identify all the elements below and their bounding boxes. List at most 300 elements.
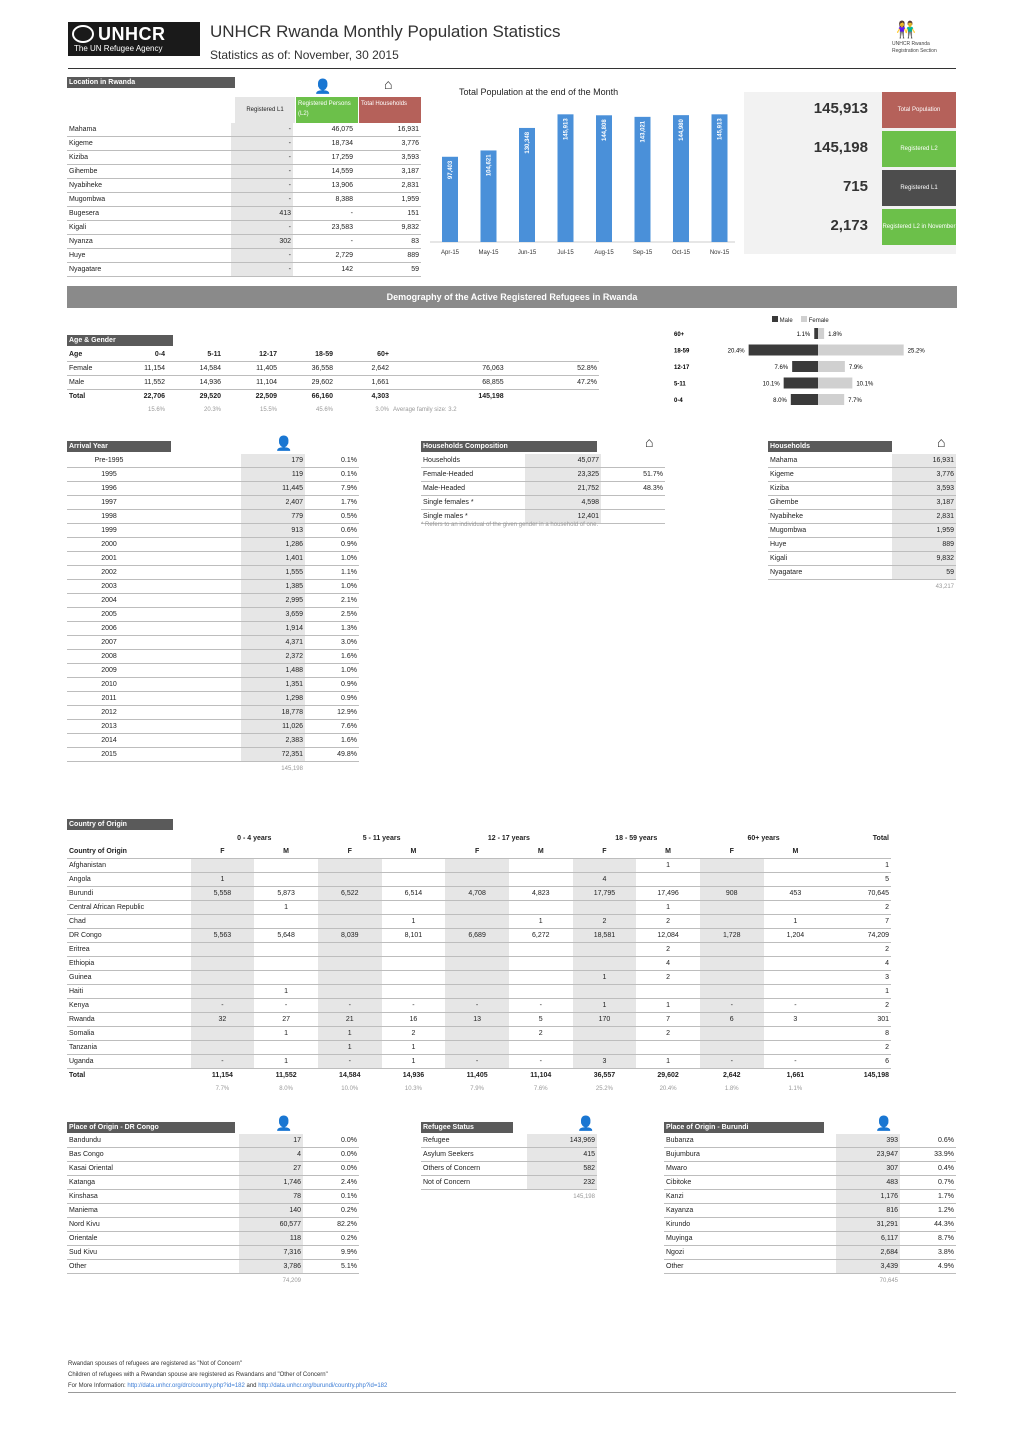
country-cell: 1	[827, 859, 891, 873]
blank-cell	[506, 348, 599, 362]
bar-value-label: 144,808	[602, 119, 608, 141]
country-cell: 2	[636, 971, 700, 985]
age-pct-cell: 15.6%	[147, 406, 165, 413]
blank-cell	[151, 734, 241, 748]
country-cell: 453	[764, 887, 828, 901]
country-total-cell: 145,198	[863, 1072, 889, 1079]
arrival-year: 1996	[67, 482, 151, 496]
arrival-year: 2005	[67, 608, 151, 622]
hh-comp-label: Female-Headed	[421, 468, 525, 482]
country-cell	[191, 859, 255, 873]
country-cell	[191, 943, 255, 957]
age-header-cell: Age	[67, 348, 111, 362]
location-row	[67, 221, 421, 235]
arrival-count: 1,401	[241, 552, 305, 566]
country-cell: 21	[318, 1013, 382, 1027]
drc_origin-total: 74,209	[282, 1277, 301, 1284]
country-cell	[318, 985, 382, 999]
arrival-pct: 0.9%	[305, 538, 359, 552]
country-cell: 6,272	[509, 929, 573, 943]
country-total-cell: 11,405	[466, 1072, 488, 1079]
arrival-count: 1,488	[241, 664, 305, 678]
hh-value: 889	[892, 538, 956, 552]
age-group-header: 18 - 59 years	[615, 835, 658, 842]
blank-cell	[151, 650, 241, 664]
drc_origin-pct: 0.0%	[303, 1162, 359, 1176]
country-cell: Burundi	[67, 887, 191, 901]
hh-comp-pct	[601, 510, 665, 524]
age-gender-cell: 29,602	[279, 376, 335, 390]
country-cell	[191, 901, 255, 915]
country-cell	[764, 901, 828, 915]
arrival-count: 1,385	[241, 580, 305, 594]
country-cell	[700, 901, 764, 915]
x-tick-label: Jun-15	[517, 250, 537, 256]
blank-cell	[151, 468, 241, 482]
location-row	[67, 207, 421, 221]
blank-cell	[151, 720, 241, 734]
arrival-row	[67, 664, 359, 678]
unhcr-emblem-icon	[72, 25, 94, 43]
country-cell: 27	[254, 1013, 318, 1027]
age-group-header: 12 - 17 years	[487, 835, 530, 842]
registered-l2-value: 2,729	[293, 249, 355, 263]
location-name: Nyabiheke	[67, 179, 231, 193]
male-pct-label: 7.6%	[774, 365, 789, 371]
burundi_origin-value: 483	[836, 1176, 900, 1190]
hh-value: 1,959	[892, 524, 956, 538]
country-cell: -	[509, 999, 573, 1013]
blank-cell	[151, 524, 241, 538]
age-group-header: 5 - 11 years	[362, 835, 401, 842]
age-group-header: Total	[872, 835, 889, 842]
country-cell: 2	[636, 1027, 700, 1041]
country-cell: 3	[764, 1013, 828, 1027]
drc_origin-value: 118	[239, 1232, 303, 1246]
households-row	[768, 454, 956, 468]
arrival-year: Pre-1995	[67, 454, 151, 468]
country-cell	[445, 901, 509, 915]
burundi_origin-pct: 8.7%	[900, 1232, 956, 1246]
country-cell	[509, 943, 573, 957]
location-row	[67, 179, 421, 193]
burundi_origin-row	[664, 1246, 956, 1260]
drc_origin-value: 7,316	[239, 1246, 303, 1260]
country-cell	[254, 971, 318, 985]
pyramid-legend	[772, 316, 829, 324]
person-icon: 👤	[314, 78, 332, 94]
hh-comp-label: Single females *	[421, 496, 525, 510]
country-cell	[509, 859, 573, 873]
drc_origin-label: Maniema	[67, 1204, 239, 1218]
blank-cell	[305, 762, 359, 776]
country-cell: Central African Republic	[67, 901, 191, 915]
country-cell: Ethiopia	[67, 957, 191, 971]
country-cell: 1	[254, 1027, 318, 1041]
households-row	[768, 482, 956, 496]
arrival-total: 145,198	[281, 765, 303, 772]
bar-value-label: 144,980	[679, 119, 685, 141]
hh-camp: Kigeme	[768, 468, 892, 482]
country-row	[67, 971, 891, 985]
x-tick-label: May-15	[478, 250, 499, 256]
country-cell	[318, 971, 382, 985]
corner-caption	[892, 41, 937, 55]
arrival-count: 1,555	[241, 566, 305, 580]
female-pct-label: 7.9%	[848, 365, 863, 371]
arrival-row	[67, 650, 359, 664]
drc_origin-label: Sud Kivu	[67, 1246, 239, 1260]
location-name: Huye	[67, 249, 231, 263]
country-pct-cell: 20.4%	[659, 1085, 677, 1092]
country-row	[67, 887, 891, 901]
country-cell: 6,689	[445, 929, 509, 943]
country-cell	[573, 859, 637, 873]
blank-cell	[391, 348, 506, 362]
country-cell	[636, 1041, 700, 1055]
country-cell	[254, 943, 318, 957]
country-cell	[573, 985, 637, 999]
arrival-pct: 0.1%	[305, 468, 359, 482]
stat-registered-l2-november	[744, 209, 956, 245]
burundi_origin-label: Muyinga	[664, 1232, 836, 1246]
arrival-pct: 0.9%	[305, 692, 359, 706]
country-cell	[318, 915, 382, 929]
age-pct-cell: 20.3%	[203, 406, 221, 413]
country-cell: 4,823	[509, 887, 573, 901]
registered-l1-value: -	[231, 123, 293, 137]
arrival-row	[67, 622, 359, 636]
age-pct-cell: 3.0%	[375, 406, 389, 413]
blank-cell	[664, 1274, 836, 1288]
age-total-row	[67, 390, 599, 404]
blank-cell	[151, 622, 241, 636]
country-row	[67, 901, 891, 915]
arrival-pct: 3.0%	[305, 636, 359, 650]
country-total-cell: 2,642	[722, 1072, 741, 1079]
page-subtitle: Statistics as of: November, 30 2015	[210, 48, 399, 62]
drc_origin-pct: 0.2%	[303, 1232, 359, 1246]
country-cell: 1	[382, 1041, 446, 1055]
blank-cell	[67, 403, 111, 416]
refugee_status-value: 415	[527, 1148, 597, 1162]
country-cell: 2	[636, 915, 700, 929]
blank-cell	[421, 1190, 527, 1204]
households-composition-row	[421, 496, 665, 510]
country-total-cell: 1,661	[786, 1072, 805, 1079]
corner-text-1: UNHCR Rwanda	[892, 41, 930, 47]
bar-value-label: 145,913	[563, 118, 570, 141]
stat-total-population-value: 145,913	[813, 100, 868, 117]
location-name: Kigali	[67, 221, 231, 235]
country-cell	[318, 957, 382, 971]
subhead-cell: F	[700, 845, 764, 859]
blank-cell	[151, 566, 241, 580]
burundi-data-link[interactable]: http://data.unhcr.org/burundi/country.php?id=182	[258, 1383, 388, 1389]
country-cell: Angola	[67, 873, 191, 887]
country-cell: 2	[827, 999, 891, 1013]
country-cell: 4	[827, 957, 891, 971]
country-total-cell: 11,104	[530, 1072, 552, 1079]
country-cell: 13	[445, 1013, 509, 1027]
arrival-pct: 1.6%	[305, 650, 359, 664]
country-cell: 1	[636, 901, 700, 915]
location-name: Kiziba	[67, 151, 231, 165]
country-cell	[509, 985, 573, 999]
country-total-cell: 29,602	[657, 1072, 679, 1079]
country-cell	[700, 971, 764, 985]
blank-cell	[151, 538, 241, 552]
location-name: Nyanza	[67, 235, 231, 249]
country-cell: DR Congo	[67, 929, 191, 943]
burundi_origin-value: 816	[836, 1204, 900, 1218]
country-cell: 74,209	[827, 929, 891, 943]
burundi_origin-value: 23,947	[836, 1148, 900, 1162]
registered-l1-value: 302	[231, 235, 293, 249]
footer-note-1: Rwandan spouses of refugees are registered as "Not of Concern"	[68, 1361, 243, 1367]
country-cell: -	[191, 1055, 255, 1069]
registered-l1-value: -	[231, 151, 293, 165]
country-cell: 17,795	[573, 887, 637, 901]
blank-cell	[67, 762, 151, 776]
arrival-count: 11,445	[241, 482, 305, 496]
country-pct-cell	[827, 1082, 891, 1095]
hh-comp-value: 12,401	[525, 510, 601, 524]
country-cell	[764, 943, 828, 957]
drc_origin-pct: 82.2%	[303, 1218, 359, 1232]
arrival-pct: 0.1%	[305, 454, 359, 468]
location-table-header: Location in Rwanda	[67, 77, 235, 88]
country-cell: 1	[318, 1041, 382, 1055]
drc-data-link[interactable]: http://data.unhcr.org/drc/country.php?id=182	[127, 1383, 245, 1389]
households-composition-table	[421, 454, 665, 524]
age-gender-header: Age & Gender	[67, 335, 173, 346]
arrival-count: 2,383	[241, 734, 305, 748]
burundi_origin-label: Ngozi	[664, 1246, 836, 1260]
country-cell: -	[764, 1055, 828, 1069]
age-gender-cell: 11,405	[223, 362, 279, 376]
x-tick-label: Jul-15	[557, 250, 574, 256]
country-pct-row	[67, 1082, 891, 1095]
country-cell: 1	[764, 915, 828, 929]
burundi_origin-value: 307	[836, 1162, 900, 1176]
hh-camp: Kiziba	[768, 482, 892, 496]
blank-cell	[151, 454, 241, 468]
hh-value: 3,187	[892, 496, 956, 510]
age-pct-cell: 15.5%	[259, 406, 277, 413]
location-name: Nyagatare	[67, 263, 231, 277]
female-bar	[818, 361, 845, 372]
subhead-cell: F	[191, 845, 255, 859]
refugee_status-label: Refugee	[421, 1134, 527, 1148]
country-cell: Guinea	[67, 971, 191, 985]
pyramid-age-label: 18-59	[674, 348, 690, 355]
pyramid-age-label: 12-17	[674, 365, 690, 371]
pyramid-age-label: 60+	[674, 332, 685, 338]
country-cell: 1	[382, 1055, 446, 1069]
burundi_origin-pct: 4.9%	[900, 1260, 956, 1274]
drc_origin-total-row	[67, 1274, 359, 1288]
refugee_status-row	[421, 1148, 597, 1162]
hh-camp: Nyabiheke	[768, 510, 892, 524]
country-cell: 1	[636, 859, 700, 873]
burundi_origin-value: 31,291	[836, 1218, 900, 1232]
burundi_origin-value: 6,117	[836, 1232, 900, 1246]
drc_origin-label: Bas Congo	[67, 1148, 239, 1162]
arrival-count: 1,298	[241, 692, 305, 706]
footer-divider	[68, 1392, 956, 1393]
burundi_origin-row	[664, 1218, 956, 1232]
country-cell: -	[764, 999, 828, 1013]
stat-registered-l1	[744, 170, 956, 206]
drc_origin-label: Katanga	[67, 1176, 239, 1190]
country-cell	[700, 957, 764, 971]
hh-comp-value: 23,325	[525, 468, 601, 482]
age-header-row	[67, 348, 599, 362]
arrival-count: 3,659	[241, 608, 305, 622]
country-cell: 1	[191, 873, 255, 887]
subhead-cell: M	[509, 845, 573, 859]
households-composition-row	[421, 482, 665, 496]
country-cell	[318, 943, 382, 957]
drc_origin-value: 140	[239, 1204, 303, 1218]
population-bar-chart	[430, 100, 740, 260]
country-cell	[382, 985, 446, 999]
country-cell	[509, 873, 573, 887]
arrival-pct: 1.0%	[305, 552, 359, 566]
arrival-count: 72,351	[241, 748, 305, 762]
country-cell: Afghanistan	[67, 859, 191, 873]
country-cell	[573, 1027, 637, 1041]
burundi_origin-pct: 1.7%	[900, 1190, 956, 1204]
country-cell: 5,558	[191, 887, 255, 901]
x-tick-label: Aug-15	[594, 250, 614, 256]
households-value: 2,831	[355, 179, 421, 193]
location-row	[67, 123, 421, 137]
arrival-count: 119	[241, 468, 305, 482]
blank-cell	[151, 762, 241, 776]
registered-l1-value: -	[231, 137, 293, 151]
burundi_origin-pct: 1.2%	[900, 1204, 956, 1218]
country-cell: 908	[700, 887, 764, 901]
country-cell	[382, 957, 446, 971]
country-cell: -	[509, 1055, 573, 1069]
country-cell	[445, 1027, 509, 1041]
hh-camp: Mahama	[768, 454, 892, 468]
country-total-cell: 36,557	[593, 1072, 616, 1079]
country-cell: 170	[573, 1013, 637, 1027]
location-row	[67, 249, 421, 263]
x-tick-label: Sep-15	[632, 250, 653, 256]
stat-total-population	[744, 92, 956, 128]
arrival-pct: 7.9%	[305, 482, 359, 496]
hh-value: 3,776	[892, 468, 956, 482]
burundi_origin-row	[664, 1162, 956, 1176]
country-cell: 12,084	[636, 929, 700, 943]
blank-cell	[67, 832, 191, 845]
households-value: 3,187	[355, 165, 421, 179]
country-cell	[191, 985, 255, 999]
arrival-pct: 49.8%	[305, 748, 359, 762]
country-cell	[700, 1041, 764, 1055]
drc_origin-label: Kasai Oriental	[67, 1162, 239, 1176]
country-cell	[764, 1027, 828, 1041]
country-cell	[254, 873, 318, 887]
arrival-pct: 1.0%	[305, 664, 359, 678]
burundi_origin-total: 70,645	[879, 1277, 898, 1284]
hh-comp-value: 4,598	[525, 496, 601, 510]
country-cell: 1	[827, 985, 891, 999]
registered-l1-value: -	[231, 221, 293, 235]
drc_origin-pct: 2.4%	[303, 1176, 359, 1190]
arrival-pct: 12.9%	[305, 706, 359, 720]
drc-origin-table	[67, 1134, 359, 1287]
drc_origin-row	[67, 1218, 359, 1232]
subhead-cell: F	[573, 845, 637, 859]
burundi_origin-row	[664, 1204, 956, 1218]
female-pct-label: 10.1%	[856, 381, 874, 388]
house-icon: ⌂	[645, 434, 654, 450]
arrival-row	[67, 538, 359, 552]
refugee_status-value: 582	[527, 1162, 597, 1176]
burundi_origin-row	[664, 1232, 956, 1246]
arrival-row	[67, 552, 359, 566]
female-swatch	[801, 316, 807, 322]
pyramid-age-label: 5-11	[674, 381, 686, 388]
burundi_origin-pct: 0.4%	[900, 1162, 956, 1176]
country-cell: 3	[827, 971, 891, 985]
country-subhead-row	[67, 845, 891, 859]
country-cell: 1,204	[764, 929, 828, 943]
arrival-pct: 1.3%	[305, 622, 359, 636]
country-cell	[382, 901, 446, 915]
age-total-cell: 22,509	[255, 393, 277, 400]
burundi_origin-pct: 44.3%	[900, 1218, 956, 1232]
drc_origin-row	[67, 1148, 359, 1162]
drc_origin-value: 60,577	[239, 1218, 303, 1232]
country-cell	[254, 915, 318, 929]
blank-cell	[151, 748, 241, 762]
arrival-row	[67, 720, 359, 734]
drc_origin-pct: 0.1%	[303, 1190, 359, 1204]
country-cell	[509, 901, 573, 915]
blank-cell	[900, 1274, 956, 1288]
drc_origin-row	[67, 1176, 359, 1190]
hh-camp: Gihembe	[768, 496, 892, 510]
stat-registered-l2	[744, 131, 956, 167]
drc_origin-row	[67, 1204, 359, 1218]
arrival-pct: 2.1%	[305, 594, 359, 608]
country-cell: 1	[318, 1027, 382, 1041]
country-cell: 6	[827, 1055, 891, 1069]
burundi_origin-total-row	[664, 1274, 956, 1288]
age-gender-cell: Female	[67, 362, 111, 376]
country-pct-cell: 25.2%	[595, 1085, 613, 1092]
age-gender-table	[67, 348, 599, 416]
country-total-cell: Total	[69, 1072, 86, 1079]
country-cell	[382, 859, 446, 873]
stat-registered-l2-label: Registered L2	[882, 131, 956, 167]
arrival-year: 2004	[67, 594, 151, 608]
house-icon: ⌂	[384, 76, 393, 92]
burundi_origin-row	[664, 1134, 956, 1148]
male-bar	[791, 394, 818, 405]
footer-more-info	[68, 1383, 387, 1389]
burundi_origin-value: 3,439	[836, 1260, 900, 1274]
drc_origin-pct: 0.0%	[303, 1134, 359, 1148]
bar-value-label: 130,348	[525, 131, 531, 154]
age-gender-cell: 11,154	[111, 362, 167, 376]
